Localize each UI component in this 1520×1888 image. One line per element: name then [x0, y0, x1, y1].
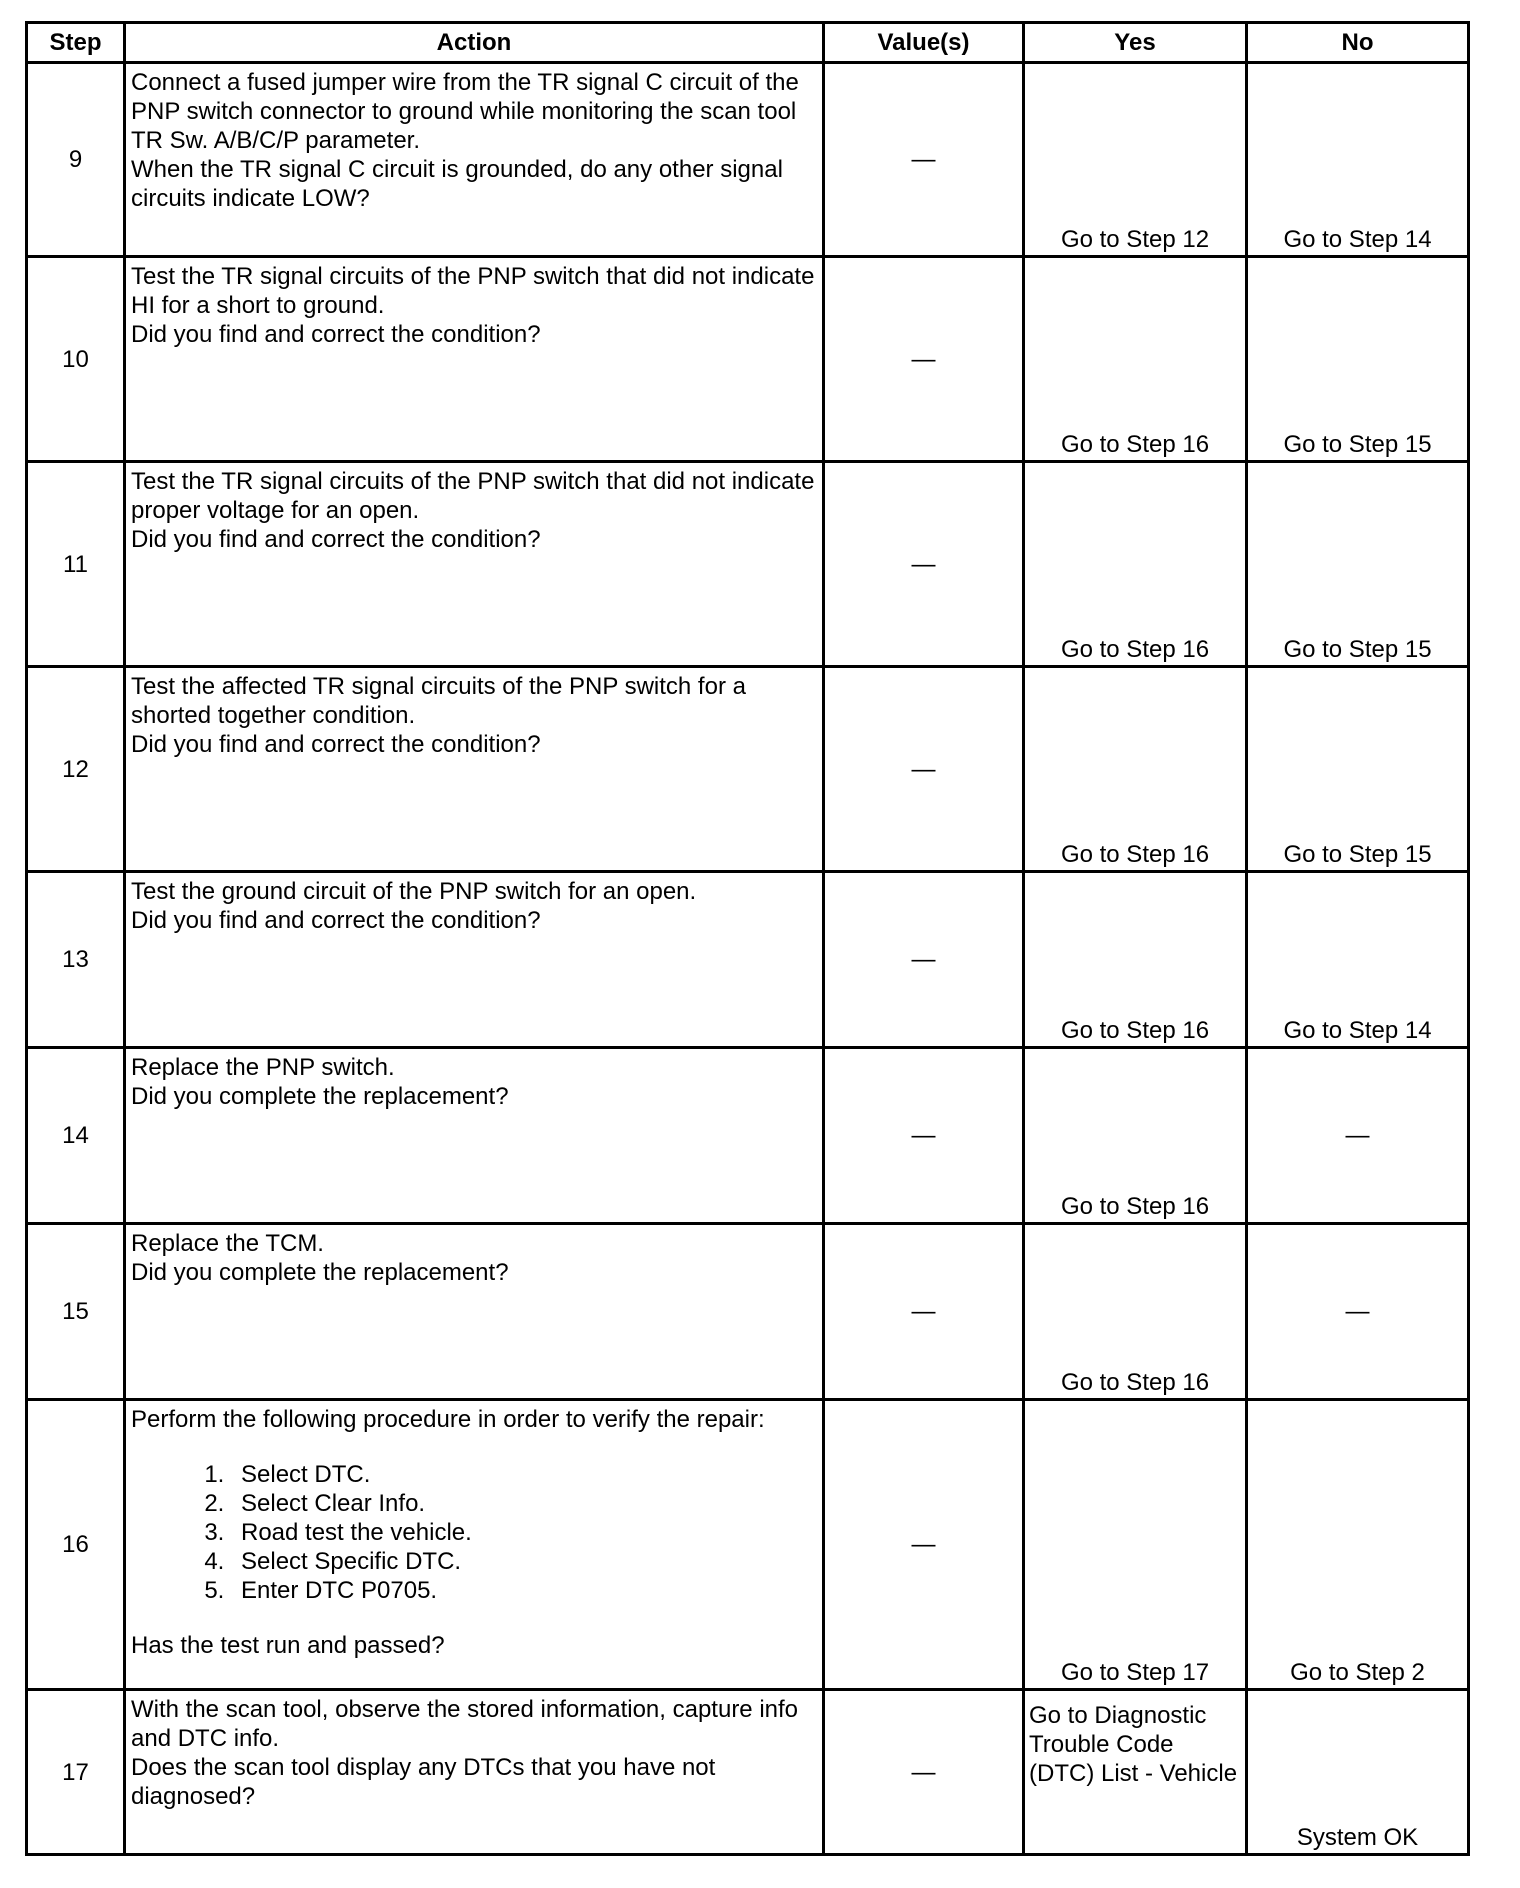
yes-cell: Go to Step 16	[1024, 462, 1247, 667]
no-cell: —	[1247, 1224, 1469, 1400]
action-cell	[125, 257, 824, 462]
value-cell: —	[824, 462, 1024, 667]
yes-cell: Go to Step 17	[1024, 1400, 1247, 1690]
step-number: 17	[27, 1690, 125, 1855]
no-cell: Go to Step 14	[1247, 63, 1469, 257]
action-cell	[125, 667, 824, 872]
table-row	[27, 1690, 1469, 1855]
yes-cell: Go to Step 16	[1024, 872, 1247, 1048]
diagnostic-table	[25, 21, 1470, 1856]
value-cell: —	[824, 63, 1024, 257]
action-cell	[125, 1400, 824, 1690]
action-question: When the TR signal C circuit is grounded, do any other signal circuits indicate LOW?	[131, 156, 783, 212]
action-question: Did you find and correct the condition?	[131, 526, 541, 553]
table-row	[27, 1224, 1469, 1400]
no-cell: Go to Step 15	[1247, 462, 1469, 667]
action-instruction: Connect a fused jumper wire from the TR signal C circuit of the PNP switch connector to ground while monitoring the scan tool TR Sw. A/B/C/P parameter.	[131, 69, 799, 154]
header-step: Step	[27, 23, 125, 63]
action-question: Has the test run and passed?	[131, 1632, 445, 1659]
yes-cell	[1024, 1690, 1247, 1855]
action-cell	[125, 63, 824, 257]
action-instruction: Perform the following procedure in order to verify the repair:	[131, 1406, 765, 1433]
action-cell	[125, 462, 824, 667]
no-cell: System OK	[1247, 1690, 1469, 1855]
list-item: 1. Select DTC.	[231, 1460, 817, 1489]
table-row	[27, 872, 1469, 1048]
value-cell: —	[824, 667, 1024, 872]
action-question: Does the scan tool display any DTCs that you have not diagnosed?	[131, 1754, 716, 1810]
list-item: 4. Select Specific DTC.	[231, 1547, 817, 1576]
header-action: Action	[125, 23, 824, 63]
action-cell	[125, 1224, 824, 1400]
header-row	[27, 23, 1469, 63]
table-row	[27, 462, 1469, 667]
action-instruction: With the scan tool, observe the stored information, capture info and DTC info.	[131, 1696, 799, 1752]
action-instruction: Test the TR signal circuits of the PNP switch that did not indicate HI for a short to ground.	[131, 263, 815, 319]
table-row	[27, 1048, 1469, 1224]
action-instruction: Test the affected TR signal circuits of the PNP switch for a shorted together condition.	[131, 673, 746, 729]
no-cell: Go to Step 15	[1247, 257, 1469, 462]
procedure-list	[131, 1460, 817, 1605]
step-number: 9	[27, 63, 125, 257]
action-question: Did you complete the replacement?	[131, 1259, 509, 1286]
yes-cell: Go to Step 16	[1024, 667, 1247, 872]
action-question: Did you find and correct the condition?	[131, 907, 541, 934]
table-row	[27, 63, 1469, 257]
table-row	[27, 667, 1469, 872]
value-cell: —	[824, 1400, 1024, 1690]
list-item: 2. Select Clear Info.	[231, 1489, 817, 1518]
yes-cell: Go to Step 16	[1024, 257, 1247, 462]
step-number: 12	[27, 667, 125, 872]
value-cell: —	[824, 1048, 1024, 1224]
step-number: 14	[27, 1048, 125, 1224]
no-cell: Go to Step 2	[1247, 1400, 1469, 1690]
value-cell: —	[824, 1224, 1024, 1400]
no-cell: Go to Step 15	[1247, 667, 1469, 872]
step-number: 13	[27, 872, 125, 1048]
step-number: 16	[27, 1400, 125, 1690]
action-cell	[125, 1690, 824, 1855]
header-no: No	[1247, 23, 1469, 63]
yes-cell: Go to Step 12	[1024, 63, 1247, 257]
action-question: Did you find and correct the condition?	[131, 321, 541, 348]
no-cell: Go to Step 14	[1247, 872, 1469, 1048]
action-cell	[125, 1048, 824, 1224]
header-yes: Yes	[1024, 23, 1247, 63]
table-row	[27, 257, 1469, 462]
header-values: Value(s)	[824, 23, 1024, 63]
value-cell: —	[824, 257, 1024, 462]
action-instruction: Test the ground circuit of the PNP switch for an open.	[131, 878, 697, 905]
yes-cell: Go to Step 16	[1024, 1224, 1247, 1400]
action-question: Did you find and correct the condition?	[131, 731, 541, 758]
step-number: 10	[27, 257, 125, 462]
action-cell	[125, 872, 824, 1048]
table-row	[27, 1400, 1469, 1690]
dtc-list-link[interactable]: Go to Diagnostic Trouble Code (DTC) List - Vehicle	[1029, 1702, 1238, 1787]
action-instruction: Test the TR signal circuits of the PNP switch that did not indicate proper voltage for an open.	[131, 468, 815, 524]
value-cell: —	[824, 1690, 1024, 1855]
action-instruction: Replace the TCM.	[131, 1230, 324, 1257]
action-instruction: Replace the PNP switch.	[131, 1054, 395, 1081]
value-cell: —	[824, 872, 1024, 1048]
step-number: 11	[27, 462, 125, 667]
action-question: Did you complete the replacement?	[131, 1083, 509, 1110]
yes-cell: Go to Step 16	[1024, 1048, 1247, 1224]
step-number: 15	[27, 1224, 125, 1400]
no-cell: —	[1247, 1048, 1469, 1224]
list-item: 5. Enter DTC P0705.	[231, 1576, 817, 1605]
list-item: 3. Road test the vehicle.	[231, 1518, 817, 1547]
